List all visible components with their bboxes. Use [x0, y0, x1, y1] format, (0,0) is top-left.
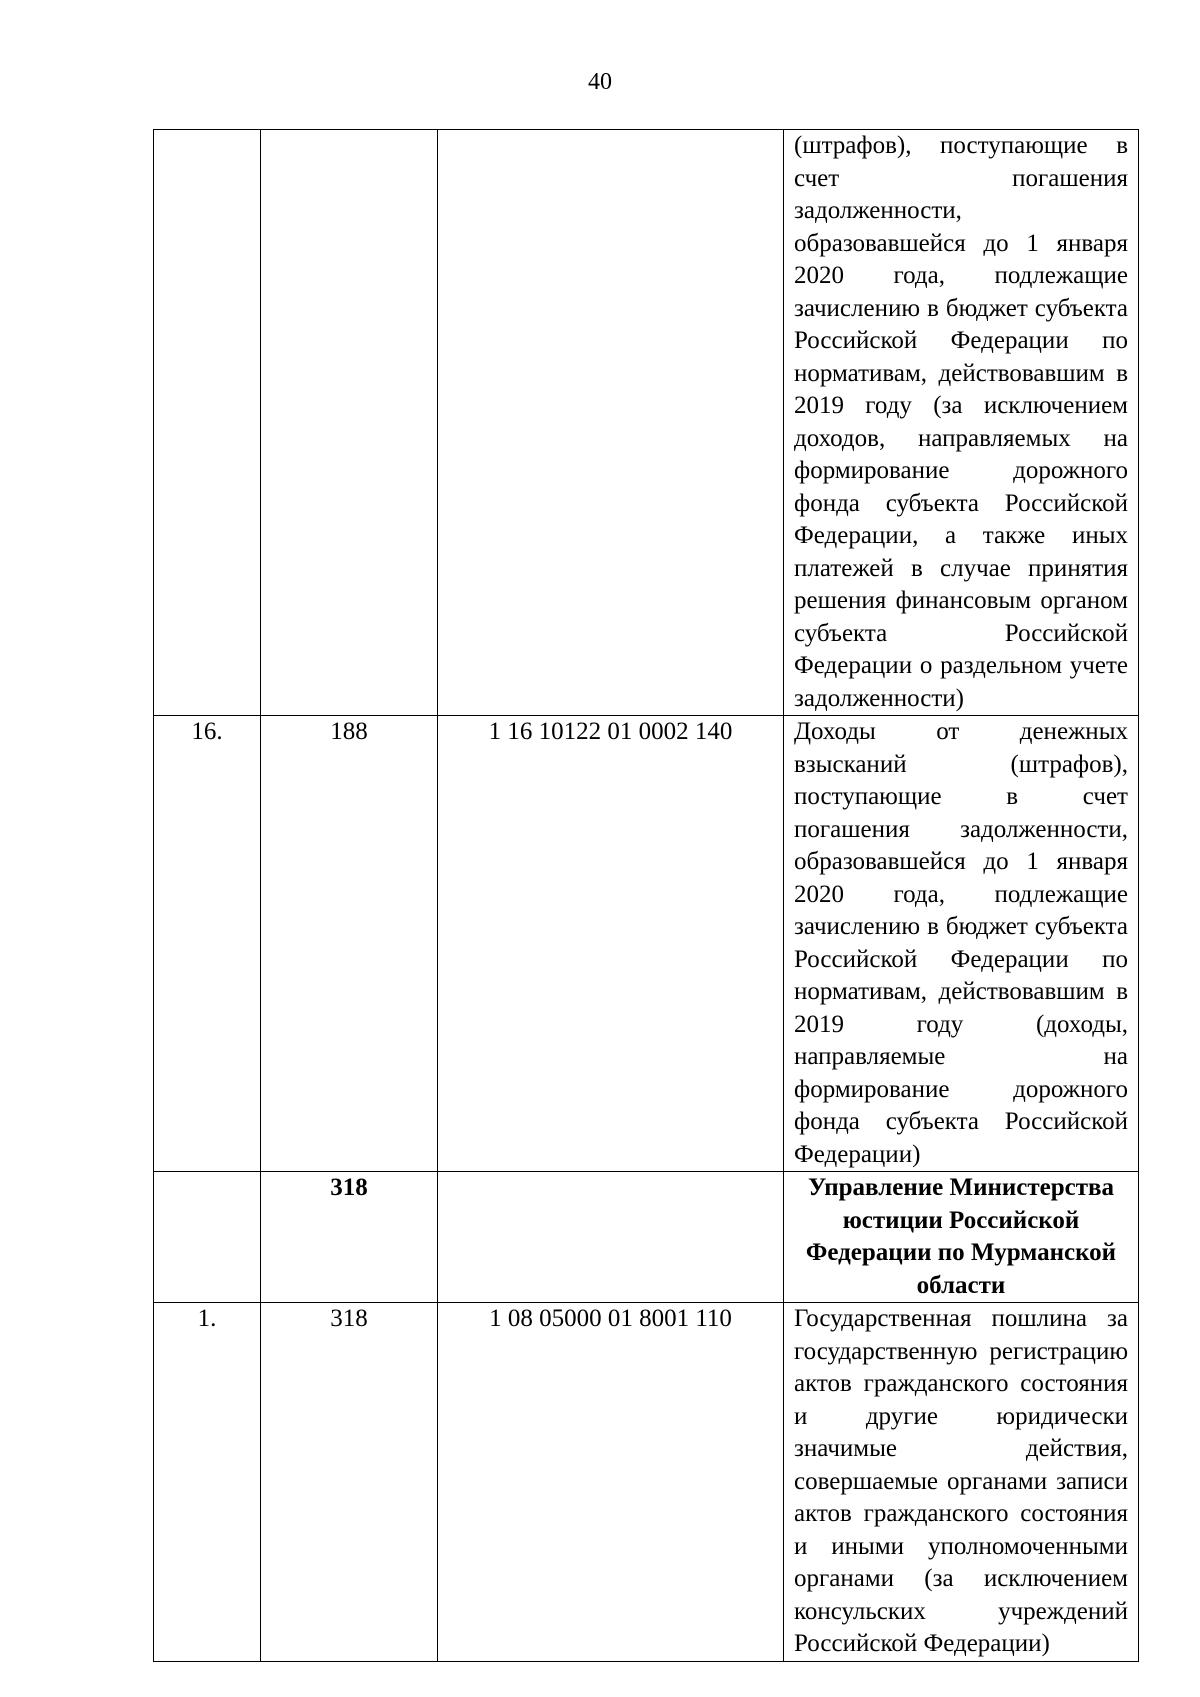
- description-cell: Доходы от денежных взысканий (штрафов), поступающие в счет погашения задолженности, образовавшейся до 1 января 2020 года, подлежащие зачислению в бюджет субъекта Российской Федерации по нормативам, действовавшим в 2019 году (доходы, направляемые на формирование дорожного фонда субъекта Российской Федерации): [784, 716, 1139, 1172]
- kbk-code-cell: [438, 1172, 784, 1303]
- row-number-cell: [154, 130, 261, 716]
- section-header-row: [154, 1172, 1139, 1303]
- row-number-cell: 16.: [154, 716, 261, 1172]
- description-cell: Государственная пошлина за государственную регистрацию актов гражданского состояния и другие юридически значимые действия, совершаемые органами записи актов гражданского состояния и иными уполномоченными органами (за исключением консульских учреждений Российской Федерации): [784, 1303, 1139, 1662]
- admin-code-cell: 188: [261, 716, 438, 1172]
- page-number: 40: [588, 69, 612, 95]
- description-cell: (штрафов), поступающие в счет погашения задолженности, образовавшейся до 1 января 2020 года, подлежащие зачислению в бюджет субъекта Российской Федерации по нормативам, действовавшим в 2019 году (за исключением доходов, направляемых на формирование дорожного фонда субъекта Российской Федерации, а также иных платежей в случае принятия решения финансовым органом субъекта Российской Федерации о раздельном учете задолженности): [784, 130, 1139, 716]
- admin-code-cell: 318: [261, 1303, 438, 1662]
- table-row: [154, 716, 1139, 1172]
- admin-code-cell: [261, 130, 438, 716]
- admin-code-cell: 318: [261, 1172, 438, 1303]
- section-title-cell: Управление Министерства юстиции Российской Федерации по Мурманской области: [784, 1172, 1139, 1303]
- revenue-codes-table: [153, 129, 1139, 1662]
- table-row: [154, 130, 1139, 716]
- kbk-code-cell: 1 08 05000 01 8001 110: [438, 1303, 784, 1662]
- row-number-cell: 1.: [154, 1303, 261, 1662]
- kbk-code-cell: [438, 130, 784, 716]
- kbk-code-cell: 1 16 10122 01 0002 140: [438, 716, 784, 1172]
- table-row: [154, 1303, 1139, 1662]
- row-number-cell: [154, 1172, 261, 1303]
